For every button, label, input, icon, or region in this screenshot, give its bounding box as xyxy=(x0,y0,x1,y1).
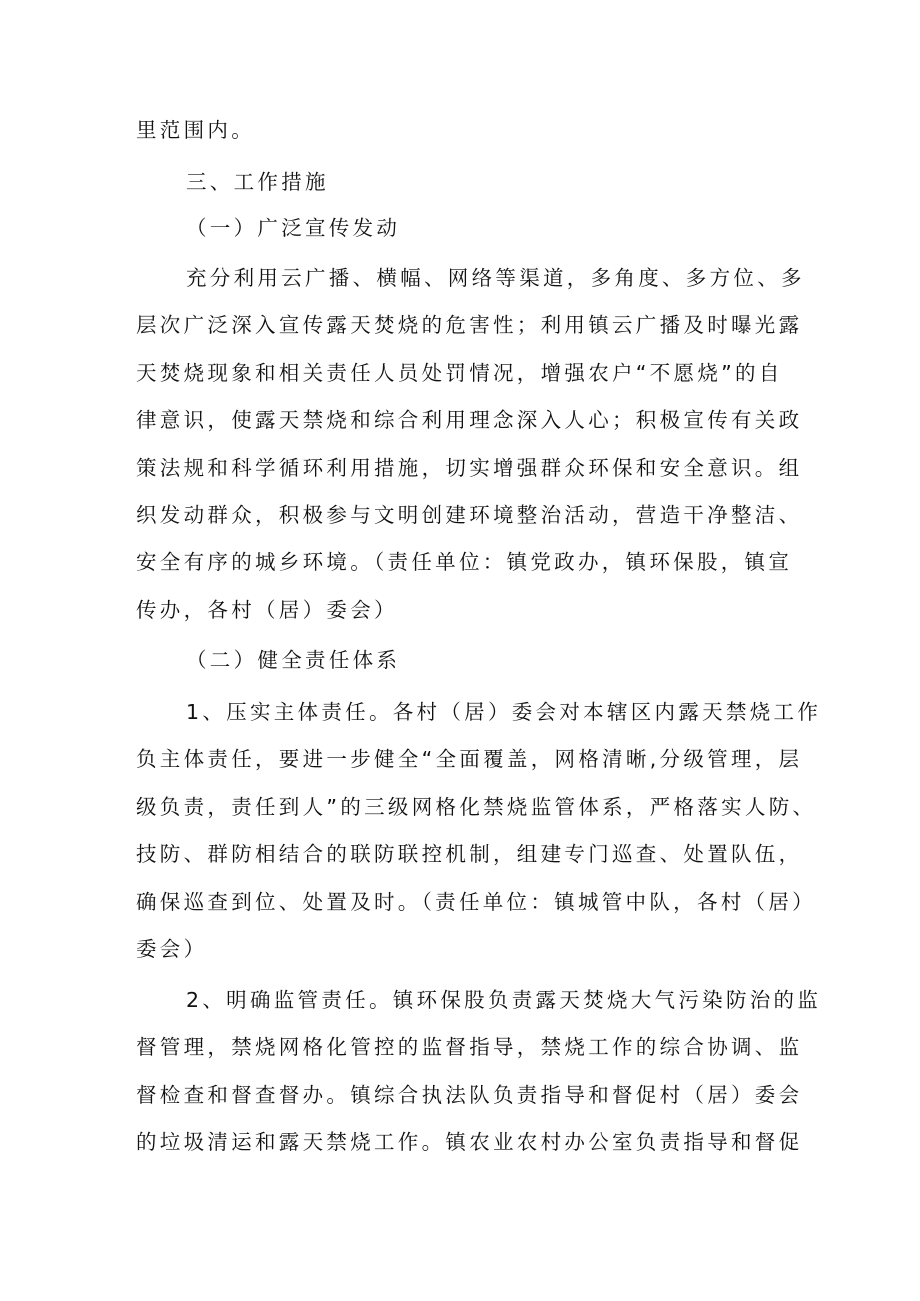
text-line-10: 安全有序的城乡环境。（责任单位：镇党政办，镇环保股，镇宣 xyxy=(136,550,793,574)
text-line-21: 督检查和督查督办。镇综合执法队负责指导和督促村（居）委会 xyxy=(136,1083,803,1107)
text-line-4: 充分利用云广播、横幅、网络等渠道，多角度、多方位、多 xyxy=(186,266,805,290)
text-line-14: 负主体责任，要进一步健全“全面覆盖，网格清晰,分级管理，层 xyxy=(136,747,803,771)
text-line-20: 督管理，禁烧网格化管控的监督指导，禁烧工作的综合协调、监 xyxy=(136,1035,803,1059)
text-line-1: 里范围内。 xyxy=(136,118,255,142)
text-line-17: 确保巡查到位、处置及时。（责任单位：镇城管中队，各村（居） xyxy=(136,890,816,914)
text-line-11: 传办，各村（居）委会） xyxy=(136,598,398,622)
subsection-heading-publicity: （一）广泛宣传发动 xyxy=(186,216,401,240)
text-line-9: 织发动群众，积极参与文明创建环境整治活动，营造干净整洁、 xyxy=(136,503,803,527)
text-line-7: 律意识，使露天禁烧和综合利用理念深入人心；积极宣传有关政 xyxy=(136,408,803,432)
text-line-18: 委会） xyxy=(136,937,208,961)
text-line-15: 级负责，责任到人”的三级网格化禁烧监管体系，严格落实人防、 xyxy=(136,795,817,819)
text-line-19: 2、明确监管责任。镇环保股负责露天焚烧大气污染防治的监 xyxy=(186,988,822,1012)
text-line-16: 技防、群防相结合的联防联控机制，组建专门巡查、处置队伍， xyxy=(136,842,803,866)
subsection-heading-responsibility: （二）健全责任体系 xyxy=(186,648,401,672)
text-line-5: 层次广泛深入宣传露天焚烧的危害性；利用镇云广播及时曝光露 xyxy=(136,313,803,337)
section-heading-measures: 三、工作措施 xyxy=(186,170,329,194)
text-line-22: 的垃圾清运和露天禁烧工作。镇农业农村办公室负责指导和督促 xyxy=(136,1130,803,1154)
text-line-6: 天焚烧现象和相关责任人员处罚情况，增强农户“不愿烧”的自 xyxy=(136,361,783,385)
text-line-13: 1、压实主体责任。各村（居）委会对本辖区内露天禁烧工作 xyxy=(186,700,822,724)
text-line-8: 策法规和科学循环利用措施，切实增强群众环保和安全意识。组 xyxy=(136,456,803,480)
